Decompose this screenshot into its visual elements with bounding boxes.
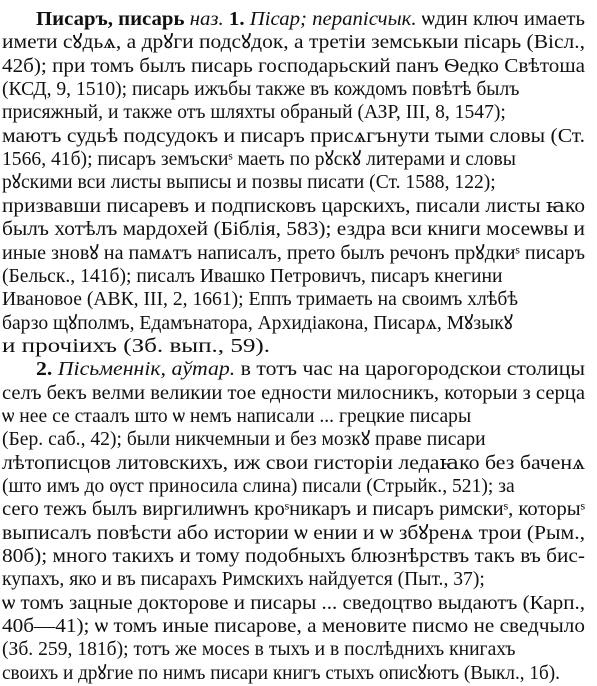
entry-line: иные зновꙋ на памѧтъ написалъ, прето былъ речонъ прꙋдкиˢ писаръ [2, 242, 585, 264]
entry-line-row [36, 8, 585, 32]
entry-line-row [36, 358, 585, 382]
entry-line: ѡ нее се стаалъ што ѡ немъ написали ... грецкие писары [2, 405, 472, 427]
sense-gloss: Пісьменнік, аўтар. [57, 359, 236, 381]
entry-line-row [2, 662, 560, 686]
entry-line-row [2, 265, 502, 289]
entry-line: селъ бекъ велми великии тое едности милосникъ, которыи з серца [2, 382, 585, 404]
part-of-speech: наз. [189, 9, 224, 30]
entry-line-row [2, 568, 485, 592]
entry-line-row [2, 218, 585, 242]
entry-line-row [2, 615, 585, 639]
entry-line: призвавши писаревъ и подписковъ царскихъ, писали листы ꙗко [2, 195, 585, 217]
entry-line-row [2, 335, 270, 359]
entry-line: в тотъ час на царогородскои столицы [235, 359, 586, 381]
entry-line-row [2, 148, 516, 172]
entry-line-row [2, 195, 585, 219]
entry-line: былъ хотѣлъ мардохей (Біблія, 583); ездра вси книги мосеѡвы и [2, 219, 585, 241]
entry-line: 40б—41); ѡ томъ иные писарове, а меновите писмо не сведчыло [2, 616, 585, 638]
entry-line: своихъ и дрꙋгие по нимъ писари книгъ стыхъ описꙋютъ (Выкл., 1б). [2, 662, 560, 684]
entry-line-row [2, 242, 585, 266]
entry-line: имети сꙋдьѧ, а дрꙋги подсꙋдок, а третіи земськыи пісарь (Вісл., [2, 32, 586, 54]
entry-line: (Зб. 259, 181б); тотъ же мосеѕ в тыхъ и в послѣднихъ книгахъ [2, 639, 516, 661]
entry-line-row [2, 592, 585, 616]
entry-line: (КСД, 9, 1510); писарь ижъбы также въ кождомъ повѣтѣ былъ [2, 79, 520, 101]
entry-line-row [2, 452, 585, 476]
entry-line-row [2, 101, 506, 125]
entry-line-row [2, 312, 513, 336]
entry-line: маютъ судьѣ подсудокъ и писаръ присѧгънути тыми словы (Ст. [2, 125, 585, 147]
entry-line-row [2, 405, 471, 429]
sense-number: 2. [36, 359, 53, 381]
entry-line: присяжный, и также отъ шляхты обраный (АЗР, III, 8, 1547); [2, 102, 506, 124]
entry-line-row [2, 498, 585, 522]
entry-line: 42б); при томъ былъ писарь господарьский панъ Ѳедко Свѣтоша [2, 55, 585, 77]
entry-line-row [2, 522, 585, 546]
sense-number: 1. [228, 9, 245, 30]
entry-line: барзо щꙋполмъ, Едамънатора, Архидіакона, Писарѧ, Мꙋзыкꙋ [2, 312, 513, 334]
entry-line: (што имъ до ѹст приносила слина) писали (Стрыйк., 521); за [2, 476, 515, 497]
sense-gloss: Пісар; перапісчык. [249, 9, 417, 30]
entry-line-row [2, 475, 515, 499]
entry-line-row [2, 55, 585, 79]
headword: Писаръ, писарь [36, 9, 185, 30]
entry-line: 80б); много такихъ и тому подобныхъ блюзнѣрствъ такъ въ бис- [2, 546, 585, 568]
entry-line: ѡдин ключ имаеть [416, 9, 585, 30]
entry-line-row [2, 31, 585, 55]
entry-line: сего тежъ былъ виргилиѡнъ кроˢникаръ и писаръ римскиˢ, которыˢ [2, 499, 585, 521]
entry-line: выписалъ повѣсти або истории ѡ ении и ѡ збꙋренѧ трои (Рым., [2, 522, 585, 544]
entry-line-row [2, 382, 585, 406]
entry-line-row [2, 171, 496, 195]
entry-line-row [2, 125, 585, 149]
entry-line-row [2, 545, 585, 569]
entry-line: (Бер. саб., 42); были никчемныи и без мозкꙋ праве писари [2, 429, 486, 451]
entry-line-row [2, 78, 519, 102]
entry-line: и прочіихъ (Зб. вып., 59). [2, 335, 270, 357]
entry-line-row [2, 638, 515, 662]
entry-line: лѣтописцов литовскихъ, иж свои гисторіи ледаꙗко без баченѧ [2, 452, 585, 474]
entry-line: ѡ томъ зацные докторове и писары ... сведоцтво выдаютъ (Карп., [2, 592, 585, 614]
entry-line: рꙋскими вси листы выписы и позвы писати (Ст. 1588, 122); [2, 172, 496, 194]
entry-line: 1566, 41б); писаръ земъскиˢ маеть по рꙋскꙋ литерами и словы [2, 149, 516, 171]
entry-line-row [2, 428, 486, 452]
entry-line: купахъ, яко и въ писарахъ Римскихъ найдуется (Пыт., 37); [2, 569, 485, 591]
entry-line-row [2, 288, 518, 312]
entry-line: (Бельск., 141б); писалъ Ивашко Петровичъ, писаръ кнегини [2, 265, 503, 287]
entry-line: Ивановое (АВК, III, 2, 1661); Еппъ тримаеть на своимъ хлѣбѣ [2, 289, 519, 311]
